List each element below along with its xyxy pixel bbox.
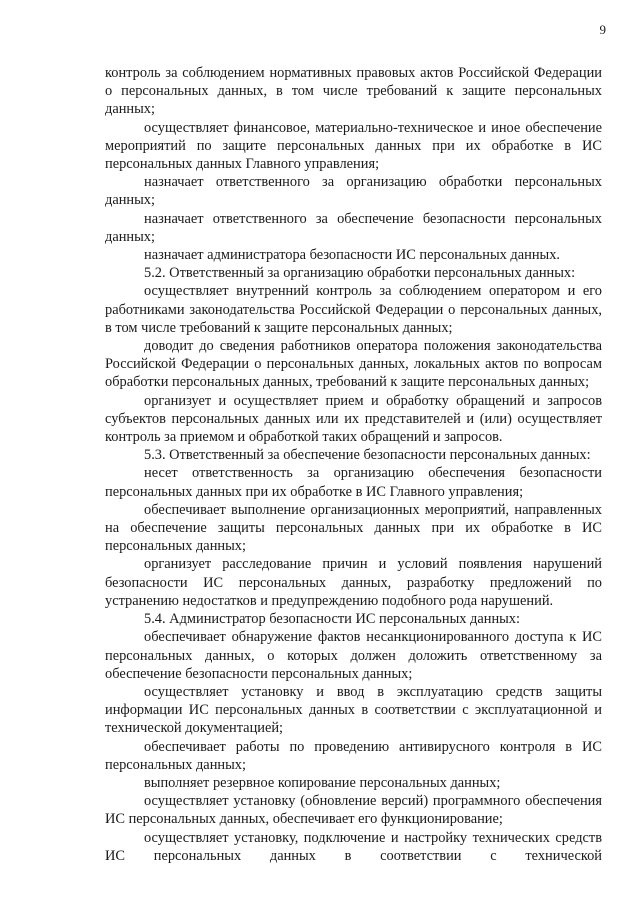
paragraph: обеспечивает выполнение организационных мероприятий, направленных на обеспечение защиты персональных данных при их обработке в ИС персональных данных; <box>105 501 602 555</box>
paragraph: обеспечивает обнаружение фактов несанкционированного доступа к ИС персональных данных, о которых должен доложить ответственному за обеспечение безопасности персональных данных; <box>105 629 602 682</box>
paragraph: 5.3. Ответственный за обеспечение безопасности персональных данных: <box>144 447 591 464</box>
paragraph: осуществляет внутренний контроль за соблюдением оператором и его работниками законодательства Российской Федерации о персональных данных, в том числе требований к защите персональных данных; <box>105 283 602 336</box>
paragraph: назначает ответственного за организацию обработки персональных данных; <box>105 174 602 209</box>
paragraph: контроль за соблюдением нормативных правовых актов Российской Федерации о персональных данных, в том числе требований к защите персональных данных; <box>105 65 602 118</box>
paragraph: выполняет резервное копирование персональных данных; <box>144 774 501 791</box>
document-body <box>105 64 602 865</box>
paragraph: обеспечивает работы по проведению антивирусного контроля в ИС персональных данных; <box>105 738 602 773</box>
paragraph: 5.2. Ответственный за организацию обработки персональных данных: <box>144 265 576 282</box>
paragraph: доводит до сведения работников оператора положения законодательства Российской Федерации о персональных данных, локальных актов по вопросам обработки персональных данных, требований к защите персональных данных; <box>105 338 602 391</box>
paragraph: осуществляет установку, подключение и настройку технических средств ИС персональных данных в соответствии с технической <box>105 829 602 864</box>
paragraph: осуществляет установку (обновление версий) программного обеспечения ИС персональных данных, обеспечивает его функционирование; <box>105 793 602 828</box>
paragraph: несет ответственность за организацию обеспечения безопасности персональных данных при их обработке в ИС Главного управления; <box>105 465 602 500</box>
paragraph: назначает администратора безопасности ИС персональных данных. <box>144 247 560 264</box>
paragraph: 5.4. Администратор безопасности ИС персональных данных: <box>144 611 521 628</box>
paragraph: осуществляет финансовое, материально-техническое и иное обеспечение мероприятий по защите персональных данных при их обработке в ИС персональных данных Главного управления; <box>105 119 602 173</box>
page-number: 9 <box>599 22 606 37</box>
paragraph: назначает ответственного за обеспечение безопасности персональных данных; <box>105 210 602 245</box>
paragraph: организует и осуществляет прием и обработку обращений и запросов субъектов персональных данных или их представителей и (или) осуществляет контроль за приемом и обработкой таких обращений и запросов. <box>105 392 602 446</box>
paragraph: осуществляет установку и ввод в эксплуатацию средств защиты информации ИС персональных данных в соответствии с эксплуатационной и технической документацией; <box>105 683 602 737</box>
paragraph: организует расследование причин и условий появления нарушений безопасности ИС персональных данных, разработку предложений по устранению недостатков и предупреждению подобного рода нарушений. <box>105 556 602 609</box>
